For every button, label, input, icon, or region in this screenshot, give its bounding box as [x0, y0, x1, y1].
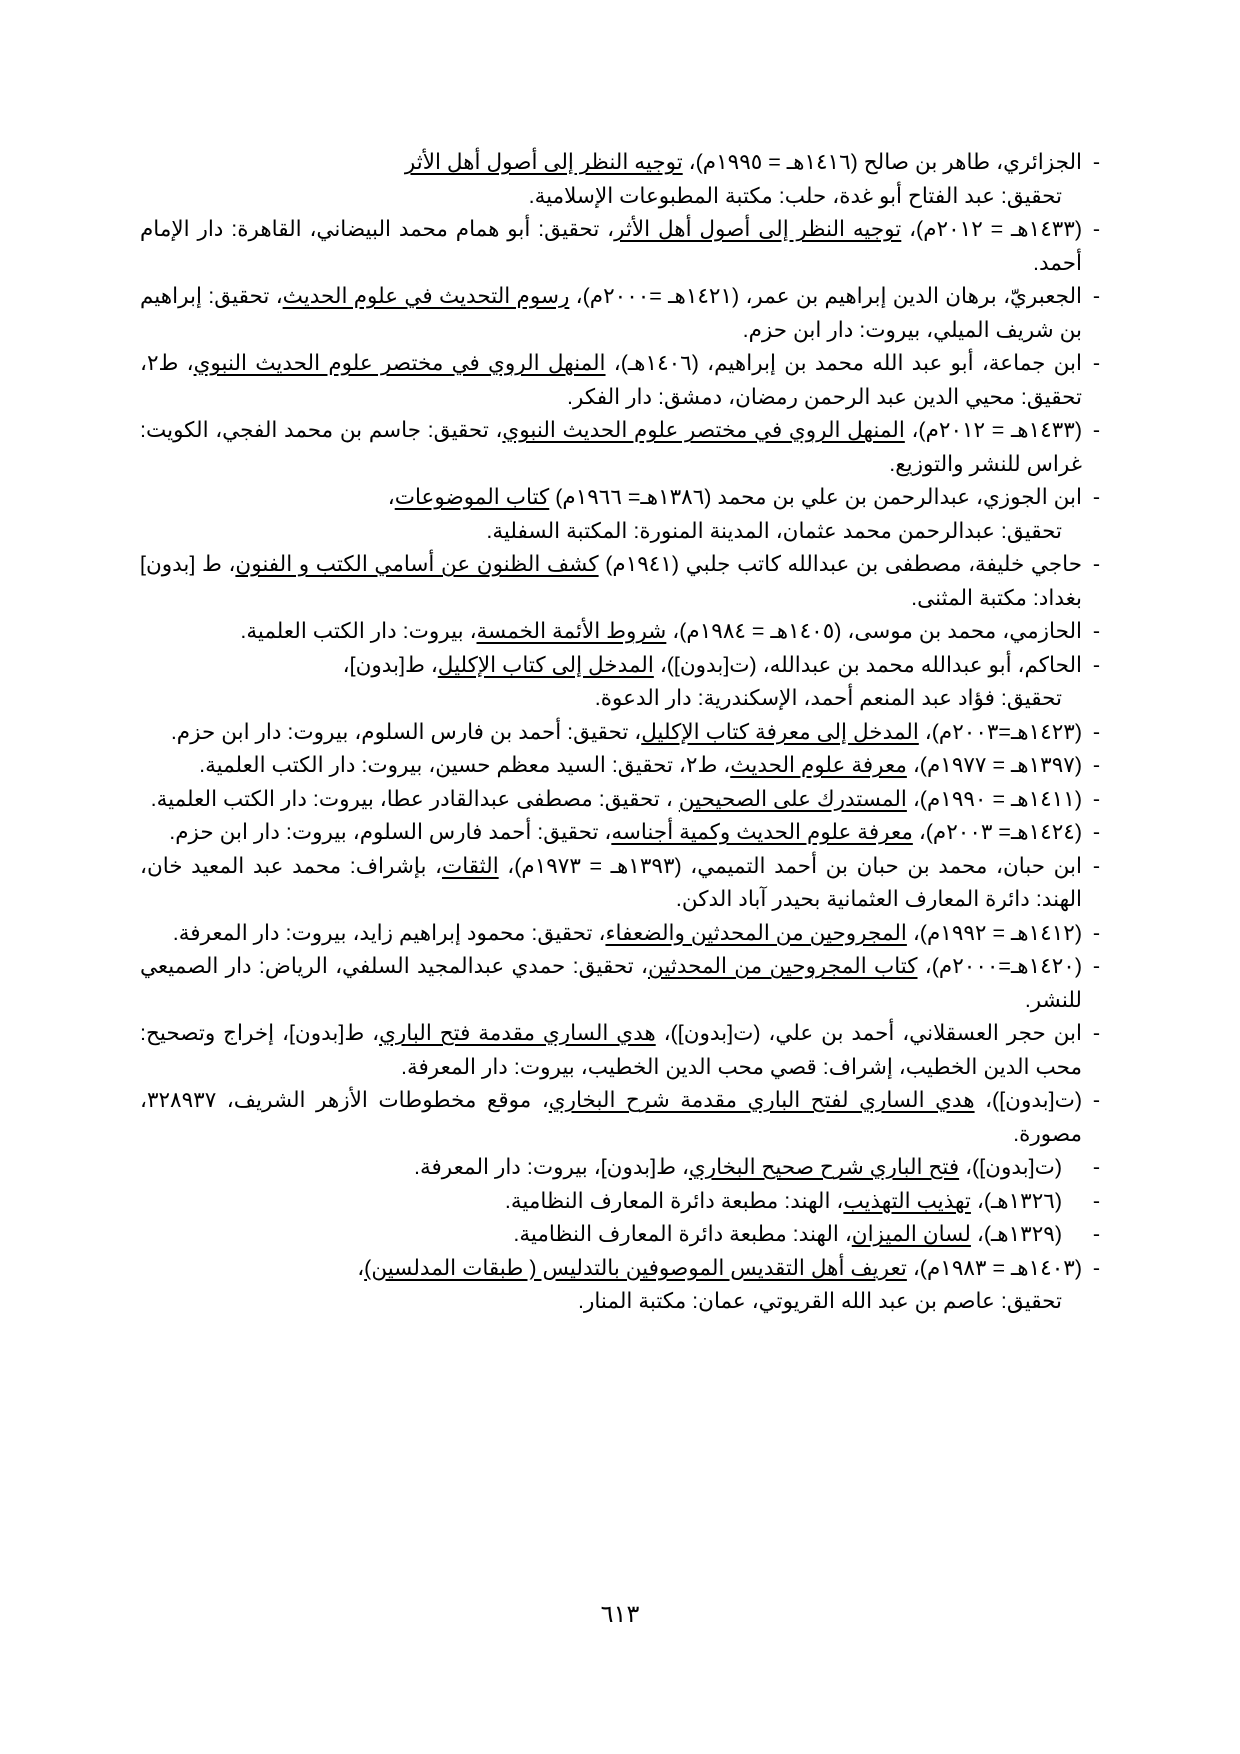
bibliography-entry: - (ت[بدون])، هدي الساري لفتح الباري مقدمة شرح البخاري، موقع مخطوطات الأزهر الشريف، ٣٢٨٩٣٧، مصورة. — [140, 1088, 1100, 1146]
page-number: ٦١٣ — [600, 1601, 640, 1628]
entry-text: ، تحقيق: جاسم بن محمد الفجي، الكويت: غراس للنشر والتوزيع. — [140, 418, 1082, 476]
entry-title: هدي الساري مقدمة فتح الباري — [379, 1021, 656, 1045]
entry-text: الجزائري، طاهر بن صالح (١٤١٦هـ = ١٩٩٥م)، — [682, 150, 1082, 174]
entry-title: كشف الظنون عن أسامي الكتب و الفنون — [235, 552, 599, 576]
bibliography-entry: - حاجي خليفة، مصطفى بن عبدالله كاتب جلبي (١٩٤١م) كشف الظنون عن أسامي الكتب و الفنون، ط [بدون] بغداد: مكتبة المثنى. — [140, 552, 1100, 610]
entry-text: (١٤٠٣هـ = ١٩٨٣م)، — [906, 1255, 1082, 1280]
entry-title: المدخل إلى كتاب الإكليل — [437, 652, 654, 677]
entry-title: المجروحين من المحدثين والضعفاء — [605, 920, 907, 945]
bibliography-entry: - الحازمي، محمد بن موسى، (١٤٠٥هـ = ١٩٨٤م)، شروط الأئمة الخمسة، بيروت: دار الكتب العلمية. — [240, 619, 1100, 643]
entry-text: ، ط [بدون] بغداد: مكتبة المثنى. — [140, 552, 1082, 610]
entry-text: ، ط٢، تحقيق: محيي الدين عبد الرحمن رمضان، دمشق: دار الفكر. — [140, 351, 1082, 409]
entry-text: (١٤٣٣هـ = ٢٠١٢م)، — [904, 418, 1082, 442]
bibliography-entry: - (ت[بدون])، فتح الباري شرح صحيح البخاري، ط[بدون]، بيروت: دار المعرفة. — [414, 1155, 1100, 1179]
entry-text: (١٤١٢هـ = ١٩٩٢م)، — [906, 920, 1082, 945]
bibliography-entry: - ابن حبان، محمد بن حبان بن أحمد التميمي، (١٣٩٣هـ = ١٩٧٣م)، الثقات، بإشراف: محمد عبد المعيد خان، الهند: دائرة المعارف العثمانية بحيدر آباد الدكن. — [140, 853, 1100, 911]
entry-continuation: تحقيق: عبد الفتاح أبو غدة، حلب: مكتبة المطبوعات الإسلامية. — [528, 183, 1062, 208]
bibliography-entry: - ابن الجوزي، عبدالرحمن بن علي بن محمد (١٣٨٦هـ= ١٩٦٦م) كتاب الموضوعات، تحقيق: عبدالرحمن محمد عثمان، المدينة المنورة: المكتبة السفلية. — [140, 481, 1100, 548]
entry-text: ، موقع مخطوطات الأزهر الشريف، ٣٢٨٩٣٧، مصورة. — [140, 1088, 1082, 1146]
entry-text: ، ط[بدون]، بيروت: دار المعرفة. — [414, 1155, 689, 1179]
bibliography-entry: - (١٣٢٩هـ)، لسان الميزان، الهند: مطبعة دائرة المعارف النظامية. — [513, 1222, 1100, 1246]
bibliography-entry: - (١٤٠٣هـ = ١٩٨٣م)، تعريف أهل التقديس الموصوفين بالتدليس ( طبقات المدلسين)، تحقيق: عاصم بن عبد الله القريوتي، عمان: مكتبة المنار. — [140, 1252, 1100, 1319]
entry-text: ، بيروت: دار الكتب العلمية. — [240, 619, 477, 643]
entry-title: المستدرك على الصحيحين — [678, 786, 907, 811]
entry-title: توجيه النظر إلى أصول أهل الأثر — [614, 217, 902, 241]
entry-title: الثقات — [441, 853, 499, 878]
entry-title: المنهل الروي في مختصر علوم الحديث النبوي — [193, 351, 606, 375]
entry-text: ، تحقيق: إبراهيم بن شريف الميلي، بيروت: دار ابن حزم. — [140, 284, 1082, 342]
entry-title: تهذيب التهذيب — [843, 1188, 971, 1213]
entry-title: معرفة علوم الحديث — [730, 753, 907, 777]
entry-text: ، تحقيق: أحمد فارس السلوم، بيروت: دار ابن حزم. — [169, 820, 612, 844]
entry-text: ابن حجر العسقلاني، أحمد بن علي، (ت[بدون])، — [655, 1021, 1083, 1045]
entry-text: ابن جماعة، أبو عبد الله محمد بن إبراهيم، (١٤٠٦هـ)، — [605, 351, 1082, 375]
entry-title: المنهل الروي في مختصر علوم الحديث النبوي — [502, 418, 905, 442]
entry-text: (١٤٢٣هـ=٢٠٠٣م)، — [918, 719, 1082, 744]
bibliography-entry: - (١٤٢٠هـ=٢٠٠٠م)، كتاب المجروحين من المحدثين، تحقيق: حمدي عبدالمجيد السلفي، الرياض: دار الصميعي للنشر. — [140, 954, 1100, 1012]
entry-text: ابن الجوزي، عبدالرحمن بن علي بن محمد (١٣٨٦هـ= ١٩٦٦م) — [549, 485, 1082, 509]
entry-title: المدخل إلى معرفة كتاب الإكليل — [641, 719, 919, 744]
entry-text: الحاكم، أبو عبدالله محمد بن عبدالله، (ت[بدون])، — [653, 652, 1082, 677]
entry-text: (١٤١١هـ = ١٩٩٠م)، — [906, 786, 1082, 811]
entry-title: كتاب الموضوعات — [394, 485, 550, 509]
bibliography-entry: - الجعبريّ، برهان الدين إبراهيم بن عمر، (١٤٢١هـ =٢٠٠٠م)، رسوم التحديث في علوم الحديث، تحقيق: إبراهيم بن شريف الميلي، بيروت: دار ابن حزم. — [140, 284, 1100, 342]
entry-title: لسان الميزان — [851, 1222, 971, 1246]
entry-text: ، ط٢، تحقيق: السيد معظم حسين، بيروت: دار الكتب العلمية. — [199, 753, 731, 777]
entry-text: ، تحقيق: أبو همام محمد البيضاني، القاهرة: دار الإمام أحمد. — [140, 217, 1082, 275]
entry-text: ، الهند: مطبعة دائرة المعارف النظامية. — [513, 1222, 852, 1246]
bibliography-entry: - (١٤١١هـ = ١٩٩٠م)، المستدرك على الصحيحين ، تحقيق: مصطفى عبدالقادر عطا، بيروت: دار الكتب العلمية. — [150, 786, 1100, 811]
entry-text: (ت[بدون])، — [974, 1088, 1082, 1112]
entry-text: (١٤٣٣هـ = ٢٠١٢م)، — [901, 217, 1083, 241]
bibliography-entry: - (١٣٩٧هـ = ١٩٧٧م)، معرفة علوم الحديث، ط٢، تحقيق: السيد معظم حسين، بيروت: دار الكتب العلمية. — [199, 753, 1100, 777]
entry-title: كتاب المجروحين من المحدثين — [648, 954, 918, 978]
entry-title: شروط الأئمة الخمسة — [476, 619, 667, 643]
entry-text: ابن حبان، محمد بن حبان بن أحمد التميمي، (١٣٩٣هـ = ١٩٧٣م)، — [498, 853, 1082, 878]
entry-title: هدي الساري لفتح الباري مقدمة شرح البخاري — [548, 1088, 975, 1112]
entry-text: (١٣٢٩هـ)، — [970, 1222, 1062, 1246]
entry-text: (١٣٢٦هـ)، — [970, 1188, 1062, 1213]
entry-text: الحازمي، محمد بن موسى، (١٤٠٥هـ = ١٩٨٤م)، — [666, 619, 1082, 643]
entry-text: ، ط[بدون]، — [342, 652, 438, 677]
bibliography-entry: - ابن حجر العسقلاني، أحمد بن علي، (ت[بدون])، هدي الساري مقدمة فتح الباري، ط[بدون]، إخراج وتصحيح: محب الدين الخطيب، إشراف: قصي محب الدين الخطيب، بيروت: دار المعرفة. — [140, 1021, 1100, 1079]
bibliography-entry: - (١٤٢٣هـ=٢٠٠٣م)، المدخل إلى معرفة كتاب الإكليل، تحقيق: أحمد بن فارس السلوم، بيروت: دار ابن حزم. — [170, 719, 1100, 744]
bibliography-entry: - (١٤١٢هـ = ١٩٩٢م)، المجروحين من المحدثين والضعفاء، تحقيق: محمود إبراهيم زايد، بيروت: دار المعرفة. — [172, 920, 1100, 945]
entry-title: توجيه النظر إلى أصول أهل الأثر — [404, 150, 683, 174]
entry-continuation: تحقيق: فؤاد عبد المنعم أحمد، الإسكندرية: دار الدعوة. — [594, 686, 1062, 710]
entry-title: رسوم التحديث في علوم الحديث — [282, 284, 570, 308]
bibliography-entry: - الجزائري، طاهر بن صالح (١٤١٦هـ = ١٩٩٥م)، توجيه النظر إلى أصول أهل الأثر تحقيق: عبد الفتاح أبو غدة، حلب: مكتبة المطبوعات الإسلامية. — [140, 146, 1100, 213]
entry-text: (ت[بدون])، — [959, 1155, 1062, 1179]
entry-continuation: تحقيق: عاصم بن عبد الله القريوتي، عمان: مكتبة المنار. — [578, 1289, 1062, 1313]
bibliography-entry: - الحاكم، أبو عبدالله محمد بن عبدالله، (ت[بدون])، المدخل إلى كتاب الإكليل، ط[بدون]، تحقيق: فؤاد عبد المنعم أحمد، الإسكندرية: دار الدعوة. — [140, 649, 1100, 716]
entry-title: فتح الباري شرح صحيح البخاري — [688, 1155, 960, 1179]
entry-text: (١٤٢٠هـ=٢٠٠٠م)، — [917, 954, 1082, 978]
entry-title: تعريف أهل التقديس الموصوفين بالتدليس ( طبقات المدلسين) — [364, 1255, 907, 1280]
entry-title: معرفة علوم الحديث وكمية أجناسه — [611, 820, 913, 844]
entry-text: ، — [387, 485, 395, 509]
entry-text: ، تحقيق: محمود إبراهيم زايد، بيروت: دار المعرفة. — [172, 920, 606, 945]
bibliography-entry: - (١٤٣٣هـ = ٢٠١٢م)، المنهل الروي في مختصر علوم الحديث النبوي، تحقيق: جاسم بن محمد الفجي، الكويت: غراس للنشر والتوزيع. — [140, 418, 1100, 476]
entry-text: حاجي خليفة، مصطفى بن عبدالله كاتب جلبي (١٩٤١م) — [598, 552, 1082, 576]
entry-text: ، الهند: مطبعة دائرة المعارف النظامية. — [504, 1188, 844, 1213]
entry-text: (١٣٩٧هـ = ١٩٧٧م)، — [906, 753, 1082, 777]
bibliography-entry: - (١٤٢٤هـ= ٢٠٠٣م)، معرفة علوم الحديث وكمية أجناسه، تحقيق: أحمد فارس السلوم، بيروت: دار ابن حزم. — [169, 820, 1100, 844]
entry-text: الجعبريّ، برهان الدين إبراهيم بن عمر، (١٤٢١هـ =٢٠٠٠م)، — [569, 284, 1083, 308]
bibliography-list — [140, 146, 1100, 1319]
entry-text: ، تحقيق: مصطفى عبدالقادر عطا، بيروت: دار الكتب العلمية. — [150, 786, 679, 811]
entry-text: ، تحقيق: أحمد بن فارس السلوم، بيروت: دار ابن حزم. — [170, 719, 642, 744]
entry-text: ، — [357, 1255, 365, 1280]
entry-text: ، بإشراف: محمد عبد المعيد خان، الهند: دائرة المعارف العثمانية بحيدر آباد الدكن. — [140, 853, 1082, 911]
entry-continuation: تحقيق: عبدالرحمن محمد عثمان، المدينة المنورة: المكتبة السفلية. — [486, 518, 1062, 543]
entry-text: ، ط[بدون]، إخراج وتصحيح: محب الدين الخطيب، إشراف: قصي محب الدين الخطيب، بيروت: دار المعرفة. — [140, 1021, 1082, 1079]
bibliography-entry: - (١٣٢٦هـ)، تهذيب التهذيب، الهند: مطبعة دائرة المعارف النظامية. — [504, 1188, 1100, 1213]
bibliography-entry: - ابن جماعة، أبو عبد الله محمد بن إبراهيم، (١٤٠٦هـ)، المنهل الروي في مختصر علوم الحديث النبوي، ط٢، تحقيق: محيي الدين عبد الرحمن رمضان، دمشق: دار الفكر. — [140, 351, 1100, 409]
entry-text: (١٤٢٤هـ= ٢٠٠٣م)، — [912, 820, 1082, 844]
entry-text: ، تحقيق: حمدي عبدالمجيد السلفي، الرياض: دار الصميعي للنشر. — [140, 954, 1082, 1012]
bibliography-entry: - (١٤٣٣هـ = ٢٠١٢م)، توجيه النظر إلى أصول أهل الأثر، تحقيق: أبو همام محمد البيضاني، القاهرة: دار الإمام أحمد. — [140, 217, 1100, 275]
